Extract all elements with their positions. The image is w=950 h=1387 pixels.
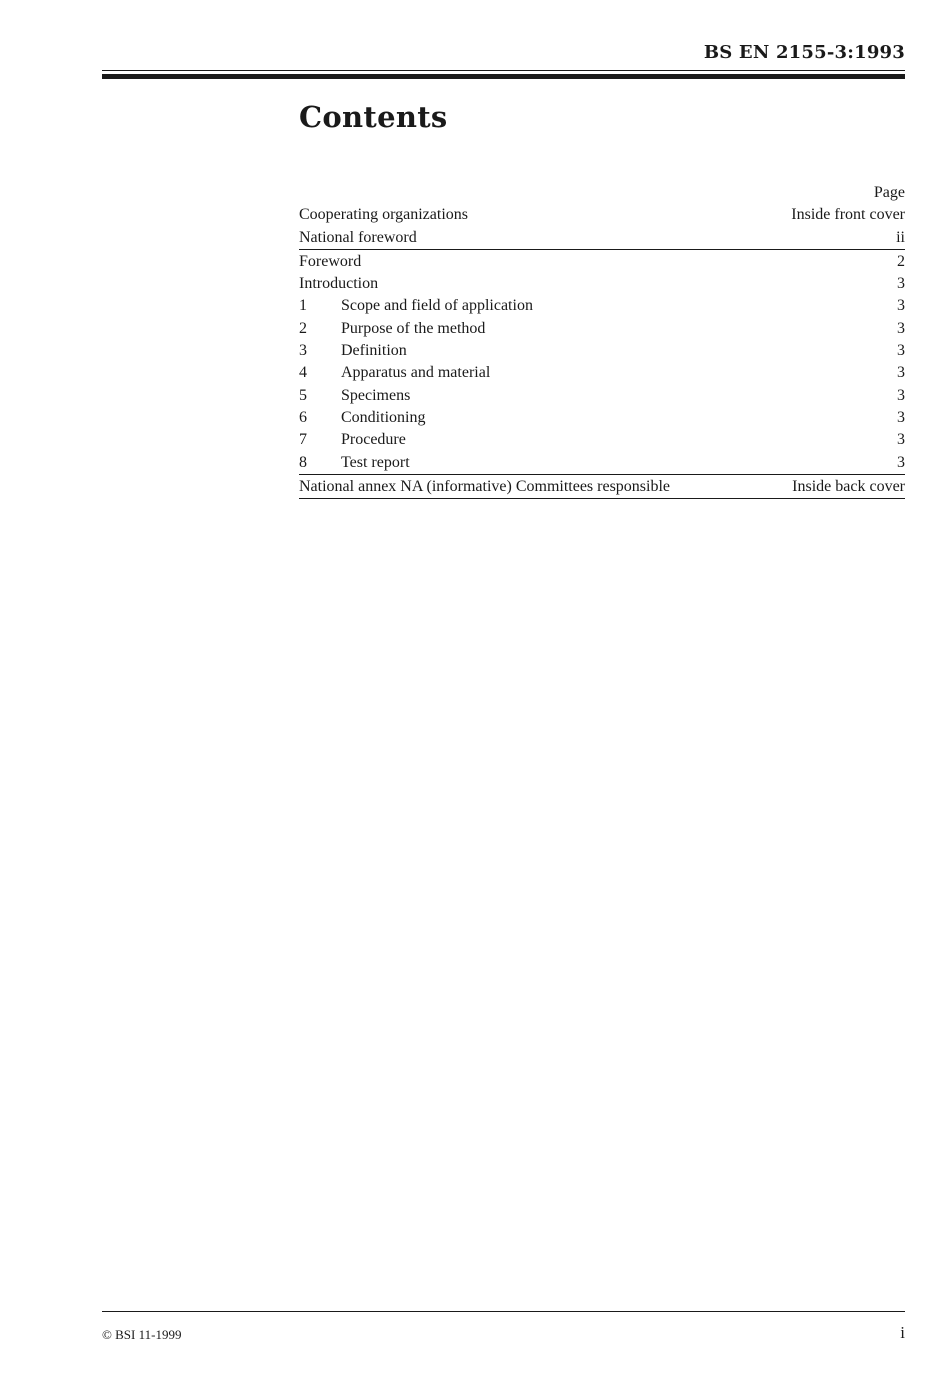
toc-entry[interactable] <box>299 251 905 273</box>
toc-entry-number: 7 <box>299 431 307 449</box>
toc-entry-number: 8 <box>299 453 307 471</box>
toc-entry-number: 4 <box>299 364 307 382</box>
toc-entry-label: Apparatus and material <box>341 364 491 382</box>
toc-entry[interactable] <box>299 407 905 429</box>
toc-entry[interactable] <box>299 318 905 340</box>
toc-entry[interactable] <box>299 273 905 295</box>
toc-entry-number: 3 <box>299 342 307 360</box>
toc-entry-number: 5 <box>299 386 307 404</box>
toc-entry[interactable] <box>299 385 905 407</box>
toc-page-heading: Page <box>873 184 905 201</box>
toc-entry-page: 3 <box>897 297 905 315</box>
toc-entry-page: 3 <box>897 453 905 471</box>
toc-entry-page: ii <box>896 228 905 246</box>
toc-entry[interactable] <box>299 340 905 362</box>
toc-entry[interactable] <box>299 476 905 499</box>
footer-rule <box>102 1311 905 1312</box>
toc-entry-label: Foreword <box>299 252 362 270</box>
toc-entry-label: Scope and field of application <box>341 297 533 315</box>
toc-entry-number: 1 <box>299 297 307 315</box>
toc-entry-label: Purpose of the method <box>341 319 486 337</box>
page-number: i <box>900 1323 905 1342</box>
toc-entry[interactable] <box>299 362 905 384</box>
toc-entry-label: Cooperating organizations <box>299 206 468 224</box>
toc-entry[interactable] <box>299 429 905 451</box>
toc-entry[interactable] <box>299 204 905 226</box>
page-title: Contents <box>299 100 448 134</box>
toc-entry-number: 6 <box>299 408 307 426</box>
toc-page-heading-row <box>299 182 905 204</box>
toc-entry[interactable] <box>299 452 905 475</box>
toc-entry-number: 2 <box>299 319 307 337</box>
toc-entry-label: Definition <box>341 342 407 360</box>
document-id: BS EN 2155-3:1993 <box>703 42 905 63</box>
toc-entry-label: National annex NA (informative) Committees responsible <box>299 477 671 495</box>
header-rule-thick <box>102 74 905 79</box>
toc-entry-page: 3 <box>897 364 905 382</box>
toc-entry[interactable] <box>299 295 905 317</box>
toc-entry-page: Inside back cover <box>792 477 905 495</box>
copyright-notice: © BSI 11-1999 <box>102 1327 182 1342</box>
toc-entry-label: Test report <box>341 453 410 471</box>
table-of-contents <box>299 182 905 500</box>
toc-entry-label: Procedure <box>341 431 406 449</box>
toc-entry[interactable] <box>299 227 905 250</box>
toc-entry-page: 3 <box>897 431 905 449</box>
toc-entry-page: 3 <box>897 275 905 293</box>
toc-entry-page: 3 <box>897 386 905 404</box>
toc-entry-label: Conditioning <box>341 408 426 426</box>
toc-entry-label: Introduction <box>299 275 379 293</box>
toc-entry-label: National foreword <box>299 228 417 246</box>
header-rule-thin <box>102 70 905 71</box>
toc-entry-page: 3 <box>897 342 905 360</box>
toc-entry-page: 3 <box>897 319 905 337</box>
toc-entry-page: Inside front cover <box>791 206 905 224</box>
toc-entry-label: Specimens <box>341 386 411 404</box>
toc-entry-page: 3 <box>897 408 905 426</box>
toc-entry-page: 2 <box>897 252 905 270</box>
